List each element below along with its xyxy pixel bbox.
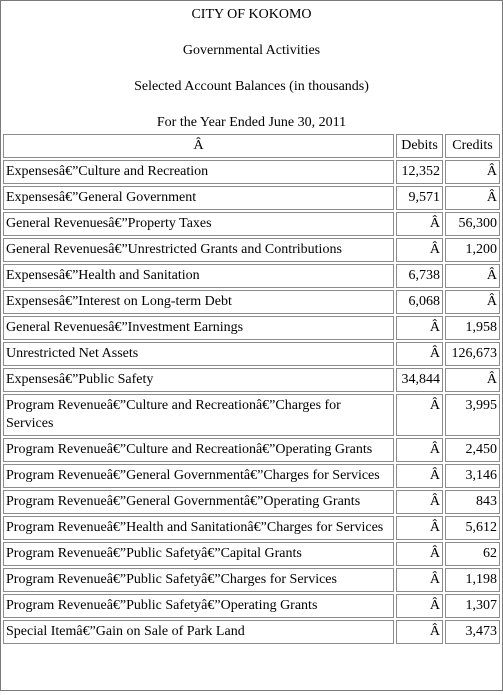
credit-amount: 56,300 xyxy=(445,212,500,236)
debit-amount: 6,068 xyxy=(396,290,443,314)
credit-amount: 62 xyxy=(445,542,500,566)
table-row xyxy=(3,594,500,618)
debit-amount: Â xyxy=(396,490,443,514)
credit-amount: 126,673 xyxy=(445,342,500,366)
table-body xyxy=(3,160,500,644)
table-row xyxy=(3,542,500,566)
account-balances-table xyxy=(1,132,502,646)
credit-amount: 843 xyxy=(445,490,500,514)
account-name: Special Itemâ€”Gain on Sale of Park Land xyxy=(3,620,394,644)
account-name: Program Revenueâ€”General Governmentâ€”Operating Grants xyxy=(3,490,394,514)
activity-type: Governmental Activities xyxy=(182,43,321,58)
credit-amount: Â xyxy=(445,290,500,314)
debit-amount: Â xyxy=(396,464,443,488)
debit-amount: 12,352 xyxy=(396,160,443,184)
table-row xyxy=(3,238,500,262)
account-name: Expensesâ€”Public Safety xyxy=(3,368,394,392)
debit-amount: Â xyxy=(396,542,443,566)
period-label: For the Year Ended June 30, 2011 xyxy=(156,115,347,130)
credit-amount: 3,473 xyxy=(445,620,500,644)
credit-amount: Â xyxy=(445,160,500,184)
credit-amount: 5,612 xyxy=(445,516,500,540)
credit-amount: 2,450 xyxy=(445,438,500,462)
account-name: Unrestricted Net Assets xyxy=(3,342,394,366)
credit-amount: 1,198 xyxy=(445,568,500,592)
credit-amount: 3,146 xyxy=(445,464,500,488)
debit-amount: Â xyxy=(396,438,443,462)
table-row xyxy=(3,394,500,436)
credit-amount: Â xyxy=(445,368,500,392)
account-name: Program Revenueâ€”Culture and Recreationâ€”Operating Grants xyxy=(3,438,394,462)
table-row xyxy=(3,290,500,314)
table-row xyxy=(3,342,500,366)
account-name: Expensesâ€”General Government xyxy=(3,186,394,210)
table-header-row xyxy=(3,134,500,158)
debit-amount: Â xyxy=(396,238,443,262)
account-name: General Revenuesâ€”Property Taxes xyxy=(3,212,394,236)
account-name: Program Revenueâ€”Public Safetyâ€”Operating Grants xyxy=(3,594,394,618)
account-name: Program Revenueâ€”Culture and Recreationâ€”Charges for Services xyxy=(3,394,394,436)
debit-amount: Â xyxy=(396,212,443,236)
account-name: Program Revenueâ€”Health and Sanitationâ€”Charges for Services xyxy=(3,516,394,540)
credit-amount: 3,995 xyxy=(445,394,500,436)
account-name: Program Revenueâ€”Public Safetyâ€”Capital Grants xyxy=(3,542,394,566)
statement-header xyxy=(1,1,502,131)
table-row xyxy=(3,438,500,462)
credit-amount: Â xyxy=(445,264,500,288)
account-name: General Revenuesâ€”Investment Earnings xyxy=(3,316,394,340)
table-row xyxy=(3,316,500,340)
debit-amount: Â xyxy=(396,594,443,618)
debit-amount: 6,738 xyxy=(396,264,443,288)
table-row xyxy=(3,516,500,540)
debit-amount: Â xyxy=(396,394,443,436)
table-row xyxy=(3,264,500,288)
account-name: General Revenuesâ€”Unrestricted Grants and Contributions xyxy=(3,238,394,262)
table-row xyxy=(3,568,500,592)
account-name: Program Revenueâ€”General Governmentâ€”Charges for Services xyxy=(3,464,394,488)
table-row xyxy=(3,620,500,644)
credit-amount: 1,307 xyxy=(445,594,500,618)
debits-column-header: Debits xyxy=(396,134,443,158)
credit-amount: Â xyxy=(445,186,500,210)
credit-amount: 1,958 xyxy=(445,316,500,340)
table-row xyxy=(3,368,500,392)
debit-amount: Â xyxy=(396,620,443,644)
debit-amount: Â xyxy=(396,316,443,340)
account-name: Expensesâ€”Interest on Long-term Debt xyxy=(3,290,394,314)
account-name: Expensesâ€”Health and Sanitation xyxy=(3,264,394,288)
credit-amount: 1,200 xyxy=(445,238,500,262)
debit-amount: Â xyxy=(396,342,443,366)
debit-amount: Â xyxy=(396,568,443,592)
debit-amount: 34,844 xyxy=(396,368,443,392)
table-row xyxy=(3,186,500,210)
statement-title: Selected Account Balances (in thousands) xyxy=(134,79,369,94)
debit-amount: 9,571 xyxy=(396,186,443,210)
account-name: Expensesâ€”Culture and Recreation xyxy=(3,160,394,184)
credits-column-header: Credits xyxy=(445,134,500,158)
table-row xyxy=(3,212,500,236)
table-row xyxy=(3,464,500,488)
account-column-header: Â xyxy=(3,134,394,158)
table-row xyxy=(3,490,500,514)
debit-amount: Â xyxy=(396,516,443,540)
table-row xyxy=(3,160,500,184)
account-name: Program Revenueâ€”Public Safetyâ€”Charges for Services xyxy=(3,568,394,592)
city-name: CITY OF KOKOMO xyxy=(191,7,312,22)
